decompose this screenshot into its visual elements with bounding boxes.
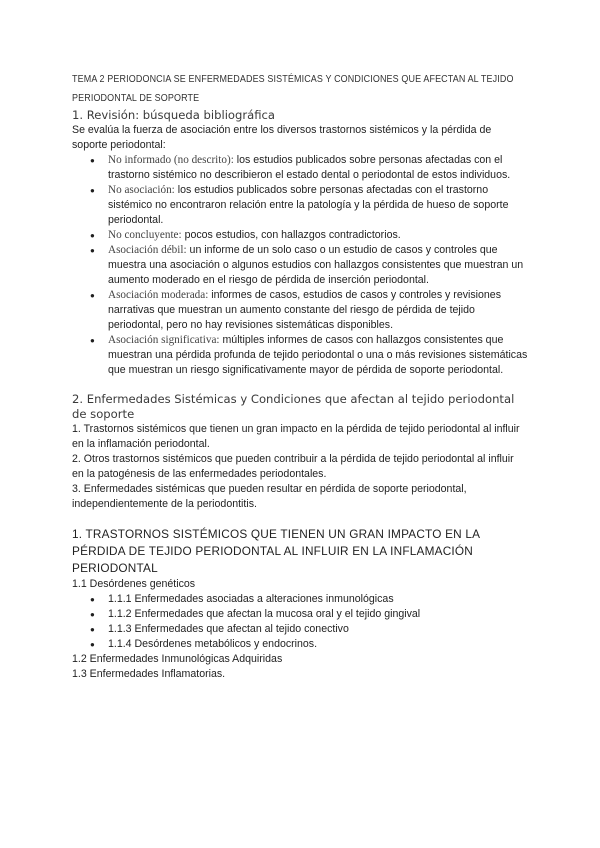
section3-heading: 1. TRASTORNOS SISTÉMICOS QUE TIENEN UN GRAN IMPACTO EN LA PÉRDIDA DE TEJIDO PERIODONTAL AL INFLUIR EN LA INFLAMACIÓN PERIODONTAL <box>72 527 480 575</box>
definition: los estudios publicados sobre personas afectadas con el trastorno sistémico no describieron el estado dental o periodontal de estos individuos. <box>108 154 511 181</box>
genetic-disorders-list <box>72 592 528 652</box>
section2-line: 1. Trastornos sistémicos que tienen un gran impacto en la pérdida de tejido periodontal al influir en la inflamación periodontal. <box>72 423 520 450</box>
section2-heading: 2. Enfermedades Sistémicas y Condiciones que afectan al tejido periodontal de soporte <box>72 392 515 421</box>
subsection-heading: 1.3 Enfermedades Inflamatorias. <box>72 668 226 680</box>
definition: pocos estudios, con hallazgos contradictorios. <box>181 229 401 241</box>
document-title: TEMA 2 PERIODONCIA SE ENFERMEDADES SISTÉMICAS Y CONDICIONES QUE AFECTAN AL TEJIDO PERIODONTAL DE SOPORTE <box>72 74 514 104</box>
list-item <box>108 333 528 378</box>
subsection-heading: 1.1 Desórdenes genéticos <box>72 578 196 590</box>
list-item <box>108 288 528 333</box>
term: Asociación significativa: <box>108 334 220 346</box>
list-item <box>108 243 528 288</box>
section2-line: 3. Enfermedades sistémicas que pueden resultar en pérdida de soporte periodontal, independientemente de la periodontitis. <box>72 483 467 510</box>
list-item <box>108 153 528 183</box>
definition: informes de casos, estudios de casos y controles y revisiones narrativas que muestran un aumento constante del riesgo de pérdida de tejido periodontal, pero no hay revisiones sistemáticas disponibles. <box>108 289 501 331</box>
list-item <box>108 183 528 228</box>
list-item: ● 1.1.1 Enfermedades asociadas a alteraciones inmunológicas <box>108 592 528 607</box>
list-item: ● 1.1.4 Desórdenes metabólicos y endocrinos. <box>108 637 528 652</box>
document-page <box>72 70 528 682</box>
definition: un informe de un solo caso o un estudio de casos y controles que muestra una asociación o algunos estudios con hallazgos consistentes que muestran un aumento moderado en el riesgo de pérdida de inserción periodontal. <box>108 244 524 286</box>
association-list <box>72 153 528 378</box>
term: No asociación: <box>108 184 175 196</box>
subsection-heading: 1.2 Enfermedades Inmunológicas Adquiridas <box>72 653 283 665</box>
term: Asociación débil: <box>108 244 187 256</box>
list-item: ● 1.1.3 Enfermedades que afectan al tejido conectivo <box>108 622 528 637</box>
term: No concluyente: <box>108 229 182 241</box>
section2-line: 2. Otros trastornos sistémicos que pueden contribuir a la pérdida de tejido periodontal al influir en la patogénesis de las enfermedades periodontales. <box>72 453 514 480</box>
section1-intro: Se evalúa la fuerza de asociación entre los diversos trastornos sistémicos y la pérdida de soporte periodontal: <box>72 124 492 151</box>
list-item: ● 1.1.2 Enfermedades que afectan la mucosa oral y el tejido gingival <box>108 607 528 622</box>
definition: múltiples informes de casos con hallazgos consistentes que muestran una pérdida profunda de tejido periodontal o una o más revisiones sistemáticas que muestran un riesgo significativamente mayor de pérdida de soporte periodontal. <box>108 334 528 376</box>
term: Asociación moderada: <box>108 289 209 301</box>
section1-heading: 1. Revisión: búsqueda bibliográfica <box>72 108 276 122</box>
list-item <box>108 228 528 243</box>
term: No informado (no descrito): <box>108 154 234 166</box>
definition: los estudios publicados sobre personas afectadas con el trastorno sistémico no encontraron relación entre la patología y la pérdida de hueso de soporte periodontal. <box>108 184 509 226</box>
